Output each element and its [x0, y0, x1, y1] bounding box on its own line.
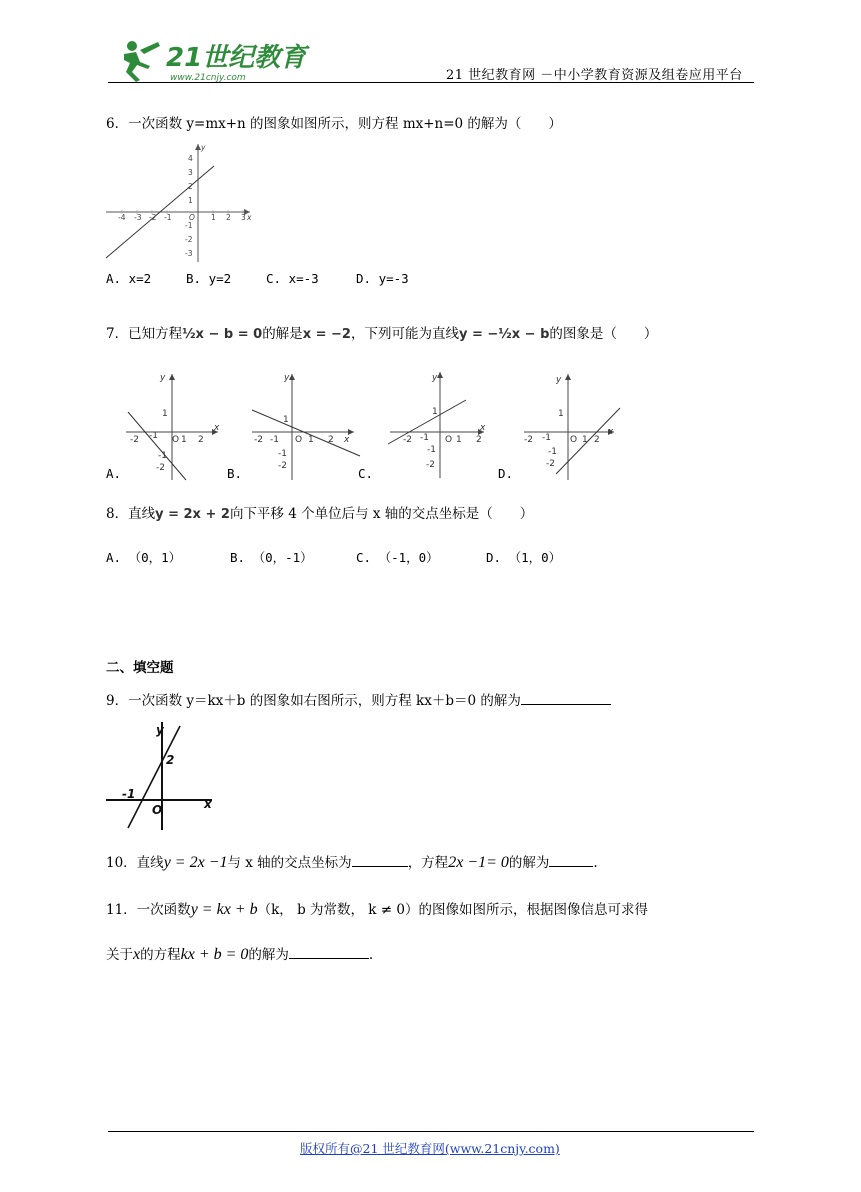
q9-answer-blank[interactable] — [521, 690, 611, 705]
svg-text:x: x — [608, 427, 614, 437]
q6-option-b: B. y=2 — [186, 271, 232, 286]
q6-tick-y: 2 — [188, 182, 193, 191]
q11-line1-prefix: 11．一次函数 — [106, 902, 191, 918]
svg-text:O: O — [172, 435, 180, 445]
svg-text:x: x — [214, 423, 220, 433]
q6-tick-y: 1 — [188, 196, 193, 205]
q7-graph-c — [386, 368, 490, 484]
logo-text: 21世纪教育 — [166, 43, 307, 73]
q6-axis-x: x — [247, 213, 252, 222]
q6-tick-y: -1 — [185, 221, 193, 230]
runner-logo-icon — [110, 36, 307, 84]
footer-divider — [108, 1131, 754, 1132]
svg-text:-1: -1 — [542, 433, 551, 443]
q11-line1-mid: （k， b 为常数， k ≠ 0）的图像如图所示，根据图像信息可求得 — [257, 902, 648, 918]
question-8-text — [106, 504, 533, 525]
q8-option-c: C. （-1，0） — [356, 550, 439, 565]
q7-graph-d — [520, 370, 624, 486]
svg-text:-1: -1 — [420, 433, 429, 443]
header-divider — [108, 82, 754, 83]
q6-tick-x: 3 — [241, 213, 246, 222]
svg-text:O: O — [570, 435, 578, 445]
logo-url: www.21cnjy.com — [170, 73, 246, 83]
q10-eq2: 2x −1= 0 — [448, 854, 509, 871]
svg-text:1: 1 — [308, 435, 314, 445]
q7-suffix: 的图象是（ ） — [549, 326, 658, 342]
q9-axis-x: x — [204, 797, 212, 811]
q7-graph-b — [248, 370, 362, 486]
q8-suffix: 向下平移 4 个单位后与 x 轴的交点坐标是（ ） — [229, 506, 534, 522]
svg-text:-1: -1 — [278, 449, 287, 459]
q6-tick-x: 1 — [211, 213, 216, 222]
question-7-text — [106, 324, 657, 345]
q7-eq1: ½x − b = 0 — [182, 327, 263, 342]
svg-text:y: y — [284, 373, 290, 383]
site-logo — [110, 36, 307, 84]
q6-tick-x: 2 — [226, 213, 231, 222]
q6-origin: O — [189, 213, 195, 222]
svg-text:1: 1 — [162, 409, 168, 419]
q6-tick-x: -1 — [164, 213, 172, 222]
svg-text:x: x — [344, 435, 350, 445]
q11-eq2: kx + b = 0 — [180, 946, 249, 963]
q6-tick-x: -2 — [149, 213, 157, 222]
question-6-text: 6．一次函数 y=mx+n 的图象如图所示，则方程 mx+n=0 的解为（ ） — [106, 116, 562, 132]
q8-option-a: A. （0，1） — [106, 550, 182, 565]
question-10-text — [106, 852, 598, 873]
svg-text:1: 1 — [432, 407, 438, 417]
q11-var: x — [133, 946, 141, 963]
svg-text:-1: -1 — [270, 435, 279, 445]
q11-line2-suffix: 的解为 — [248, 947, 289, 963]
q9-label-two: 2 — [166, 753, 175, 767]
q6-tick-y: 4 — [188, 154, 193, 163]
q6-option-a: A. x=2 — [106, 271, 152, 286]
q6-tick-x: -3 — [134, 213, 142, 222]
svg-text:y: y — [556, 375, 562, 385]
svg-text:2: 2 — [198, 435, 204, 445]
q8-option-b: B. （0，-1） — [230, 550, 313, 565]
q6-tick-y: 3 — [188, 168, 193, 177]
q7-label-b: B. — [227, 466, 243, 481]
svg-text:-2: -2 — [426, 460, 435, 470]
svg-text:1: 1 — [456, 435, 462, 445]
q7-middle: 的解是 — [262, 326, 303, 342]
q7-label-a: A. — [106, 466, 122, 481]
svg-text:-2: -2 — [278, 461, 287, 471]
svg-text:-1: -1 — [149, 431, 158, 441]
svg-text:1: 1 — [558, 409, 564, 419]
svg-text:-1: -1 — [427, 445, 436, 455]
question-9-graph — [104, 720, 216, 836]
q8-option-d: D. （1，0） — [486, 550, 562, 565]
q7-label-c: C. — [358, 466, 374, 481]
question-11-line-1 — [106, 900, 648, 920]
q10-answer-blank-1[interactable] — [352, 852, 408, 867]
svg-text:x: x — [480, 423, 486, 433]
q7-graph-a — [122, 370, 222, 486]
q10-middle: 与 x 轴的交点坐标为 — [227, 855, 352, 871]
svg-text:-1: -1 — [158, 451, 167, 461]
q10-middle2: ，方程 — [407, 855, 449, 871]
question-9-text — [106, 690, 611, 711]
svg-text:-2: -2 — [546, 459, 555, 469]
q11-end: . — [368, 947, 374, 963]
q8-eq: y = 2x + 2 — [155, 507, 230, 522]
svg-text:-2: -2 — [403, 435, 412, 445]
q11-line2-mid: 的方程 — [140, 947, 181, 963]
question-6-graph — [104, 140, 254, 268]
q9-label-minus-one: -1 — [122, 787, 136, 801]
q9-origin: O — [152, 803, 163, 817]
svg-text:2: 2 — [328, 435, 334, 445]
q6-tick-x: -4 — [118, 213, 126, 222]
svg-text:-1: -1 — [548, 447, 557, 457]
q10-prefix: 10．直线 — [106, 855, 164, 871]
q11-eq1: y = kx + b — [190, 901, 258, 918]
svg-text:-2: -2 — [156, 463, 165, 473]
svg-text:y: y — [160, 373, 166, 383]
svg-text:-2: -2 — [524, 435, 533, 445]
q10-suffix: 的解为 — [508, 855, 550, 871]
svg-text:-2: -2 — [130, 435, 139, 445]
q7-prefix: 7．已知方程 — [106, 326, 183, 342]
q8-prefix: 8．直线 — [106, 506, 156, 522]
q6-tick-y: -2 — [185, 235, 193, 244]
footer-copyright-link[interactable]: 版权所有@21 世纪教育网(www.21cnjy.com) — [300, 1141, 560, 1156]
q10-eq1: y = 2x −1 — [163, 854, 228, 871]
svg-text:1: 1 — [582, 435, 588, 445]
q7-label-d: D. — [498, 466, 514, 481]
svg-text:2: 2 — [594, 435, 600, 445]
svg-text:-2: -2 — [254, 435, 263, 445]
q9-axis-y: y — [156, 723, 164, 737]
svg-text:O: O — [295, 435, 303, 445]
q10-end: . — [593, 855, 598, 871]
q6-option-d: D. y=-3 — [356, 271, 409, 286]
svg-text:2: 2 — [476, 435, 482, 445]
q10-answer-blank-2[interactable] — [549, 852, 593, 867]
question-11-line-2 — [106, 944, 373, 965]
section-title-fill-blank: 二、填空题 — [106, 660, 174, 676]
q6-axis-y: y — [201, 143, 206, 152]
q7-middle2: ，下列可能为直线 — [350, 326, 459, 342]
svg-text:1: 1 — [283, 415, 289, 425]
q9-text: 9．一次函数 y＝kx＋b 的图象如右图所示，则方程 kx＋b＝0 的解为 — [106, 693, 521, 709]
q7-eq3: y = −½x − b — [458, 327, 550, 342]
q11-answer-blank[interactable] — [289, 944, 369, 959]
q6-option-c: C. x=-3 — [266, 271, 319, 286]
svg-text:O: O — [445, 435, 453, 445]
q6-tick-y: -3 — [185, 249, 193, 258]
q7-eq2: x = −2 — [302, 327, 351, 342]
svg-text:1: 1 — [181, 435, 187, 445]
site-tagline: 21 世纪教育网 －中小学教育资源及组卷应用平台 — [446, 68, 743, 83]
q11-line2-prefix: 关于 — [106, 947, 133, 963]
svg-text:y: y — [432, 373, 438, 383]
